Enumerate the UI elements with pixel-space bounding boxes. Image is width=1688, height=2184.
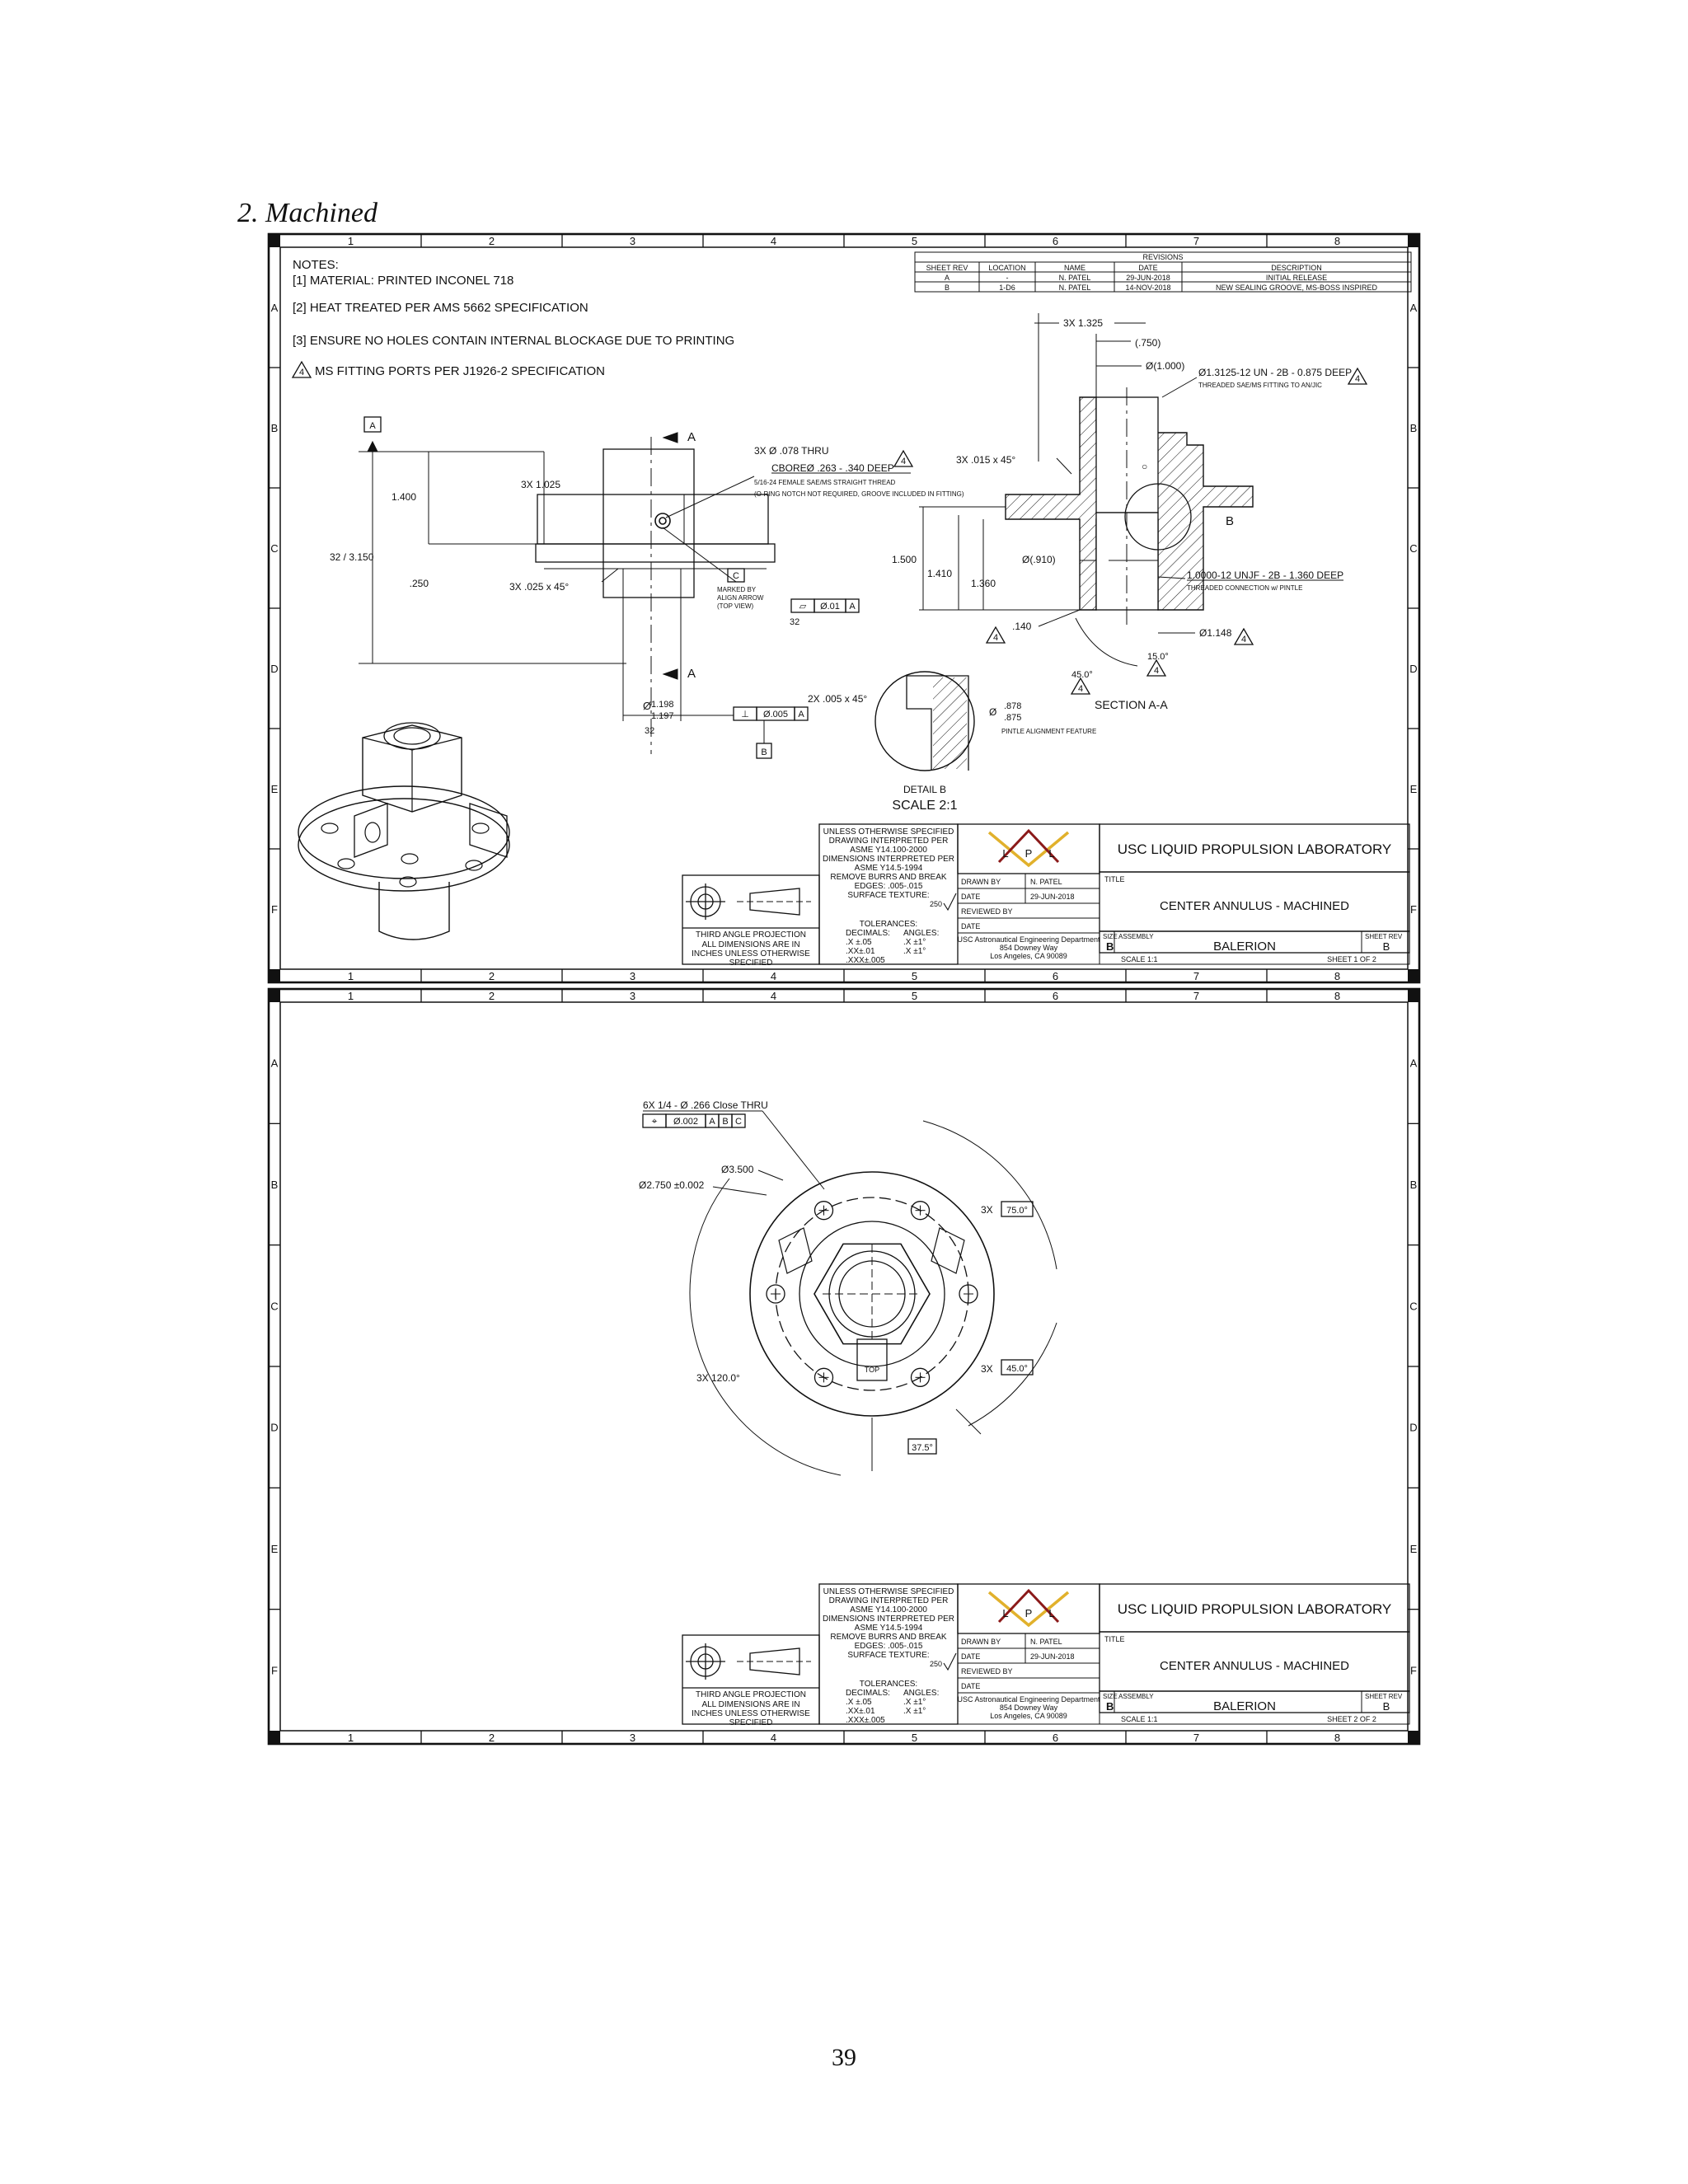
grid-row-label: F bbox=[1410, 1664, 1417, 1677]
grid-col-label: 4 bbox=[770, 970, 777, 982]
grid-row-label: E bbox=[270, 783, 279, 795]
surface-texture-value: 250 bbox=[930, 1660, 943, 1668]
field-label: DATE bbox=[961, 922, 981, 930]
field-label: DRAWN BY bbox=[961, 878, 1001, 886]
dim-140: .140 bbox=[1012, 621, 1032, 632]
revision-cell: - bbox=[1006, 274, 1009, 282]
tol-decimal: .X ±.05 bbox=[846, 938, 872, 947]
title-right-block bbox=[1100, 824, 1409, 964]
note-flag-triangle bbox=[1147, 660, 1165, 676]
note-line: [1] MATERIAL: PRINTED INCONEL 718 bbox=[293, 274, 514, 288]
finish-32: 32 bbox=[645, 726, 655, 736]
detail-b-view bbox=[875, 672, 974, 813]
units-note: INCHES UNLESS OTHERWISE bbox=[692, 1709, 810, 1718]
sheet-number: SHEET 2 OF 2 bbox=[1327, 1715, 1376, 1723]
angle-45-pre: 3X bbox=[981, 1363, 993, 1375]
note-line: [3] ENSURE NO HOLES CONTAIN INTERNAL BLOCKAGE DUE TO PRINTING bbox=[293, 334, 735, 348]
field-label: REVIEWED BY bbox=[961, 907, 1013, 916]
marked-note: (TOP VIEW) bbox=[717, 602, 754, 610]
grid-col-label: 1 bbox=[347, 1732, 354, 1744]
spec-line: UNLESS OTHERWISE SPECIFIED bbox=[823, 827, 954, 837]
grid-row-label: B bbox=[270, 1179, 279, 1191]
tol-angle: .X ±1° bbox=[903, 947, 926, 956]
grid-col-label: 7 bbox=[1193, 235, 1200, 247]
logo-letter: L bbox=[1002, 847, 1009, 860]
units-note: SPECIFIED bbox=[729, 1718, 773, 1727]
angle-15: 15.0° bbox=[1147, 652, 1169, 662]
revision-header: LOCATION bbox=[988, 264, 1026, 272]
perp-ref bbox=[795, 707, 808, 720]
spec-line: ASME Y14.100-2000 bbox=[850, 846, 927, 855]
thread-callout-top: Ø1.3125-12 UN - 2B - 0.875 DEEP bbox=[1198, 367, 1353, 378]
grid-col-label: 6 bbox=[1052, 970, 1059, 982]
grid-row-label: A bbox=[270, 1057, 279, 1070]
top-mark: TOP bbox=[864, 1366, 880, 1374]
cbore-callout: CBOREØ .263 - .340 DEEP bbox=[771, 462, 894, 474]
grid-col-label: 2 bbox=[488, 1732, 495, 1744]
field-value: N. PATEL bbox=[1030, 878, 1062, 886]
lab-name: USC LIQUID PROPULSION LABORATORY bbox=[1117, 841, 1392, 857]
position-symbol-label: ⌖ bbox=[651, 1115, 658, 1127]
dia-symbol: Ø bbox=[643, 700, 652, 712]
isometric-view bbox=[298, 723, 509, 940]
tol-angle: .X ±1° bbox=[903, 938, 926, 947]
grid-row-label: D bbox=[1409, 1421, 1418, 1434]
field-value: 29-JUN-2018 bbox=[1030, 893, 1075, 901]
position-symbol bbox=[643, 1114, 666, 1127]
logo-block bbox=[958, 824, 1100, 874]
angle-75-pre: 3X bbox=[981, 1204, 993, 1216]
grid-col-label: 7 bbox=[1193, 1732, 1200, 1744]
section-title: SECTION A-A bbox=[1095, 698, 1168, 711]
datum-b-box bbox=[757, 743, 771, 758]
assembly-value: BALERION bbox=[1213, 1699, 1276, 1713]
drawing-title: CENTER ANNULUS - MACHINED bbox=[1159, 1659, 1350, 1673]
datum-a-box-label: A bbox=[369, 421, 376, 431]
org-line: USC Astronautical Engineering Department bbox=[957, 935, 1100, 944]
position-ref bbox=[719, 1114, 732, 1127]
sheet-1 bbox=[269, 234, 1419, 982]
tol-decimal: .XX±.01 bbox=[846, 1707, 875, 1716]
angle-45-box-label: 45.0° bbox=[1006, 1364, 1028, 1374]
front-view bbox=[330, 417, 964, 758]
tolerances-label: TOLERANCES: bbox=[859, 1680, 918, 1689]
note-flag-triangle bbox=[1235, 629, 1253, 644]
tol-decimal: DECIMALS: bbox=[846, 1689, 890, 1698]
grid-row-label: A bbox=[1409, 302, 1418, 314]
sheet-rev-label: SHEET REV bbox=[1365, 1693, 1403, 1700]
grid-row-label: D bbox=[270, 663, 279, 675]
grid-col-label: 1 bbox=[347, 990, 354, 1002]
dim-1148: Ø1.148 bbox=[1199, 627, 1232, 639]
spec-block bbox=[819, 1584, 958, 1725]
grid-col-label: 8 bbox=[1334, 235, 1341, 247]
hole-callout: 3X Ø .078 THRU bbox=[754, 445, 829, 457]
section-heading: 2. Machined bbox=[237, 198, 377, 228]
field-label: DATE bbox=[961, 1652, 981, 1661]
pintle-note: PINTLE ALIGNMENT FEATURE bbox=[1001, 728, 1097, 735]
tol-angle: .X ±1° bbox=[903, 1707, 926, 1716]
position-ref-label: B bbox=[722, 1117, 729, 1127]
datum-c-box bbox=[728, 569, 744, 582]
field-value: 29-JUN-2018 bbox=[1030, 1652, 1075, 1661]
spec-line: DRAWING INTERPRETED PER bbox=[828, 837, 949, 846]
grid-col-label: 8 bbox=[1334, 970, 1341, 982]
spec-line: ASME Y14.5-1994 bbox=[854, 864, 923, 873]
dim-1197: 1.197 bbox=[651, 711, 674, 721]
grid-col-label: 8 bbox=[1334, 1732, 1341, 1744]
dim-875: .875 bbox=[1004, 713, 1022, 723]
grid-row-label: E bbox=[1409, 1543, 1418, 1555]
position-ref-label: A bbox=[709, 1117, 715, 1127]
grid-col-label: 2 bbox=[488, 235, 495, 247]
position-ref bbox=[706, 1114, 719, 1127]
perp-symbol-label: ⊥ bbox=[741, 710, 749, 719]
note-flag-number: 4 bbox=[1354, 374, 1361, 384]
grid-col-label: 7 bbox=[1193, 970, 1200, 982]
angle-375-box-label: 37.5° bbox=[912, 1443, 933, 1453]
marked-note: ALIGN ARROW bbox=[717, 594, 764, 602]
org-block bbox=[957, 933, 1100, 964]
tol-angle: .X ±1° bbox=[903, 1698, 926, 1707]
grid-col-label: 4 bbox=[770, 235, 777, 247]
angle-45: 45.0° bbox=[1071, 670, 1093, 680]
grid-row-label: B bbox=[1409, 422, 1418, 434]
grid-row-label: C bbox=[270, 1300, 279, 1313]
grid-col-label: 3 bbox=[629, 990, 636, 1002]
spec-line: DIMENSIONS INTERPRETED PER bbox=[822, 1615, 955, 1624]
note-flag-triangle bbox=[1071, 678, 1090, 694]
dim-910: Ø(.910) bbox=[1022, 554, 1056, 565]
dim-2750: Ø2.750 ±0.002 bbox=[639, 1179, 705, 1191]
perp-ref-label: A bbox=[798, 710, 804, 719]
detail-b-label: B bbox=[1226, 514, 1235, 528]
spec-line: EDGES: .005-.015 bbox=[854, 1642, 923, 1651]
spec-line: SURFACE TEXTURE: bbox=[847, 1651, 930, 1660]
sheet-rev-value: B bbox=[1382, 1700, 1390, 1713]
tolerances-label: TOLERANCES: bbox=[859, 920, 918, 929]
perp-tol-label: Ø.005 bbox=[763, 710, 788, 719]
grid-col-label: 1 bbox=[347, 235, 354, 247]
dim-1025: 3X 1.025 bbox=[520, 479, 560, 490]
spec-block bbox=[819, 824, 958, 965]
section-arrow-a: A bbox=[687, 430, 696, 444]
org-line: 854 Downey Way bbox=[999, 1704, 1058, 1712]
note-flag-number: 4 bbox=[992, 633, 999, 643]
revision-cell: N. PATEL bbox=[1058, 274, 1091, 282]
title-right-block bbox=[1100, 1584, 1409, 1724]
logo-letter: L bbox=[1048, 847, 1055, 860]
dim-chamfer: 3X .025 x 45° bbox=[509, 581, 570, 593]
dim-750: (.750) bbox=[1135, 337, 1161, 349]
flatness-ref bbox=[846, 599, 859, 612]
grid-col-label: 2 bbox=[488, 990, 495, 1002]
dim-1198: 1.198 bbox=[651, 700, 674, 710]
note-flag-triangle bbox=[293, 362, 311, 377]
grid-col-label: 5 bbox=[911, 990, 918, 1002]
detail-scale: SCALE 2:1 bbox=[892, 799, 958, 813]
logo-block bbox=[958, 1584, 1100, 1633]
section-a-a-view bbox=[892, 313, 1367, 735]
sheet-2 bbox=[269, 989, 1419, 1744]
dim-1360: 1.360 bbox=[970, 578, 996, 589]
spec-line: EDGES: .005-.015 bbox=[854, 882, 923, 891]
logo-letter: L bbox=[1002, 1607, 1009, 1619]
spec-line: DRAWING INTERPRETED PER bbox=[828, 1596, 949, 1605]
field-label: DATE bbox=[961, 893, 981, 901]
dim-1400: 1.400 bbox=[391, 491, 416, 503]
grid-col-label: 4 bbox=[770, 990, 777, 1002]
tol-decimal: .XXX±.005 bbox=[846, 956, 885, 965]
grid-row-label: B bbox=[1409, 1179, 1418, 1191]
dim-1410: 1.410 bbox=[926, 568, 952, 579]
grid-row-label: C bbox=[1409, 1300, 1418, 1313]
org-line: Los Angeles, CA 90089 bbox=[990, 952, 1067, 960]
grid-row-label: F bbox=[271, 903, 278, 916]
thread-note: (O-RING NOTCH NOT REQUIRED, GROOVE INCLUDED IN FITTING) bbox=[754, 490, 964, 498]
hole-pattern-callout: 6X 1/4 - Ø .266 Close THRU bbox=[643, 1099, 768, 1111]
revision-cell: B bbox=[944, 284, 950, 292]
drawn-block bbox=[958, 874, 1100, 933]
spec-line: ASME Y14.5-1994 bbox=[854, 1624, 923, 1633]
dim-3150: 32 / 3.150 bbox=[330, 551, 374, 563]
grid-col-label: 8 bbox=[1334, 990, 1341, 1002]
position-tol-label: Ø.002 bbox=[673, 1117, 698, 1127]
tol-decimal: .X ±.05 bbox=[846, 1698, 872, 1707]
position-ref bbox=[732, 1114, 745, 1127]
top-view bbox=[639, 1099, 1057, 1475]
revision-header: NAME bbox=[1063, 264, 1086, 272]
projection-label: THIRD ANGLE PROJECTION bbox=[696, 1690, 806, 1699]
title-label: TITLE bbox=[1104, 1635, 1125, 1643]
dim-3500: Ø3.500 bbox=[721, 1164, 754, 1175]
drawn-block bbox=[958, 1633, 1100, 1693]
spec-line: UNLESS OTHERWISE SPECIFIED bbox=[823, 1587, 954, 1596]
datum-b-box-label: B bbox=[761, 748, 767, 757]
position-tol bbox=[666, 1114, 706, 1127]
grid-row-label: F bbox=[271, 1664, 278, 1677]
revision-cell: INITIAL RELEASE bbox=[1265, 274, 1328, 282]
port-symbol: ○ bbox=[1142, 461, 1148, 472]
projection-label: THIRD ANGLE PROJECTION bbox=[696, 930, 806, 940]
dim-1325: 3X 1.325 bbox=[1063, 317, 1104, 329]
revision-cell: 1-D6 bbox=[999, 284, 1015, 292]
grid-row-label: E bbox=[1409, 783, 1418, 795]
notes-block bbox=[293, 258, 734, 378]
section-arrow-a: A bbox=[687, 667, 696, 681]
size-value: B bbox=[1106, 940, 1114, 953]
tol-angle: ANGLES: bbox=[903, 929, 940, 938]
grid-col-label: 6 bbox=[1052, 990, 1059, 1002]
datum-a-box bbox=[364, 417, 381, 432]
logo-letter: P bbox=[1025, 1607, 1033, 1619]
revision-cell: NEW SEALING GROOVE, MS-BOSS INSPIRED bbox=[1215, 284, 1378, 292]
note-flag-number: 4 bbox=[1077, 684, 1084, 694]
datum-c-box-label: C bbox=[733, 571, 739, 581]
size-value: B bbox=[1106, 1700, 1114, 1713]
surface-texture-value: 250 bbox=[930, 900, 943, 908]
sheet-number: SHEET 1 OF 2 bbox=[1327, 955, 1376, 963]
grid-row-label: D bbox=[270, 1421, 279, 1434]
size-label: SIZE bbox=[1103, 933, 1118, 940]
scale-label: SCALE 1:1 bbox=[1121, 1715, 1158, 1723]
angle-45-box bbox=[1001, 1360, 1033, 1375]
org-line: Los Angeles, CA 90089 bbox=[990, 1712, 1067, 1720]
lab-name: USC LIQUID PROPULSION LABORATORY bbox=[1117, 1601, 1392, 1617]
assembly-value: BALERION bbox=[1213, 940, 1276, 954]
grid-col-label: 6 bbox=[1052, 1732, 1059, 1744]
revision-header: DATE bbox=[1138, 264, 1158, 272]
drawing-title: CENTER ANNULUS - MACHINED bbox=[1159, 899, 1350, 913]
angle-75-box bbox=[1001, 1202, 1033, 1216]
revision-cell: 29-JUN-2018 bbox=[1126, 274, 1170, 282]
spec-line: REMOVE BURRS AND BREAK bbox=[830, 873, 947, 882]
note-flag-number: 4 bbox=[298, 368, 305, 377]
spec-line: ASME Y14.100-2000 bbox=[850, 1605, 927, 1615]
org-block bbox=[957, 1693, 1100, 1724]
field-label: DATE bbox=[961, 1682, 981, 1690]
size-label: SIZE bbox=[1103, 1693, 1118, 1700]
grid-col-label: 6 bbox=[1052, 235, 1059, 247]
logo-letter: P bbox=[1025, 847, 1033, 860]
thread-callout-bot: 1.0000-12 UNJF - 2B - 1.360 DEEP bbox=[1187, 569, 1344, 581]
assembly-label: ASSEMBLY bbox=[1118, 933, 1154, 940]
spec-line: SURFACE TEXTURE: bbox=[847, 891, 930, 900]
grid-row-label: D bbox=[1409, 663, 1418, 675]
projection-block bbox=[682, 875, 819, 968]
units-note: INCHES UNLESS OTHERWISE bbox=[692, 949, 810, 958]
flatness-tol-label: Ø.01 bbox=[820, 602, 840, 612]
note-line: [2] HEAT TREATED PER AMS 5662 SPECIFICATION bbox=[293, 301, 588, 315]
grid-col-label: 7 bbox=[1193, 990, 1200, 1002]
units-note: ALL DIMENSIONS ARE IN bbox=[701, 1700, 800, 1709]
notes-title: NOTES: bbox=[293, 258, 339, 272]
sheet-rev-value: B bbox=[1382, 940, 1390, 953]
grid-row-label: A bbox=[270, 302, 279, 314]
perp-tol bbox=[757, 707, 795, 720]
thread-note: 5/16-24 FEMALE SAE/MS STRAIGHT THREAD bbox=[754, 479, 896, 486]
grid-col-label: 5 bbox=[911, 970, 918, 982]
revisions-table bbox=[915, 252, 1411, 292]
dim-1500: 1.500 bbox=[891, 554, 917, 565]
tol-decimal: DECIMALS: bbox=[846, 929, 890, 938]
dim-chamfer-015: 3X .015 x 45° bbox=[956, 454, 1016, 466]
note-flag-number: 4 bbox=[1240, 635, 1247, 644]
assembly-label: ASSEMBLY bbox=[1118, 1693, 1154, 1700]
revision-header: DESCRIPTION bbox=[1271, 264, 1322, 272]
sheet-rev-label: SHEET REV bbox=[1365, 933, 1403, 940]
field-value: N. PATEL bbox=[1030, 1638, 1062, 1646]
grid-row-label: C bbox=[270, 542, 279, 555]
thread-note-top: THREADED SAE/MS FITTING TO AN/JIC bbox=[1198, 382, 1322, 389]
angle-375-box bbox=[908, 1439, 936, 1454]
flatness-symbol bbox=[791, 599, 814, 612]
grid-col-label: 3 bbox=[629, 970, 636, 982]
marked-note: MARKED BY bbox=[717, 586, 757, 593]
scale-label: SCALE 1:1 bbox=[1121, 955, 1158, 963]
grid-row-label: E bbox=[270, 1543, 279, 1555]
flatness-tol bbox=[814, 599, 846, 612]
org-line: USC Astronautical Engineering Department bbox=[957, 1695, 1100, 1704]
tol-angle: ANGLES: bbox=[903, 1689, 940, 1698]
dia-symbol: Ø bbox=[989, 706, 997, 718]
note-flag-triangle bbox=[894, 451, 912, 466]
tol-decimal: .XXX±.005 bbox=[846, 1716, 885, 1725]
grid-col-label: 3 bbox=[629, 235, 636, 247]
grid-row-label: C bbox=[1409, 542, 1418, 555]
revision-cell: 14-NOV-2018 bbox=[1125, 284, 1171, 292]
revision-cell: A bbox=[944, 274, 950, 282]
spec-line: REMOVE BURRS AND BREAK bbox=[830, 1633, 947, 1642]
units-note: SPECIFIED bbox=[729, 958, 773, 968]
org-line: 854 Downey Way bbox=[999, 944, 1058, 952]
grid-col-label: 3 bbox=[629, 1732, 636, 1744]
grid-col-label: 5 bbox=[911, 235, 918, 247]
grid-row-label: B bbox=[270, 422, 279, 434]
units-note: ALL DIMENSIONS ARE IN bbox=[701, 940, 800, 949]
detail-label: DETAIL B bbox=[903, 784, 947, 795]
logo-letter: L bbox=[1048, 1607, 1055, 1619]
dim-878: .878 bbox=[1004, 701, 1022, 711]
grid-col-label: 4 bbox=[770, 1732, 777, 1744]
note-line: MS FITTING PORTS PER J1926-2 SPECIFICATION bbox=[315, 364, 606, 378]
field-label: DRAWN BY bbox=[961, 1638, 1001, 1646]
page-number: 39 bbox=[832, 2044, 856, 2071]
thread-note-bot: THREADED CONNECTION w/ PINTLE bbox=[1187, 584, 1303, 592]
finish-32: 32 bbox=[790, 617, 800, 627]
revisions-title: REVISIONS bbox=[1142, 253, 1184, 261]
flatness-symbol-label: ▱ bbox=[799, 602, 807, 612]
grid-col-label: 5 bbox=[911, 1732, 918, 1744]
note-flag-number: 4 bbox=[1153, 666, 1160, 676]
angle-120: 3X 120.0° bbox=[696, 1372, 740, 1384]
grid-col-label: 2 bbox=[488, 970, 495, 982]
grid-row-label: F bbox=[1410, 903, 1417, 916]
flatness-ref-label: A bbox=[849, 602, 856, 612]
revision-header: SHEET REV bbox=[926, 264, 968, 272]
projection-block bbox=[682, 1635, 819, 1727]
field-label: REVIEWED BY bbox=[961, 1667, 1013, 1675]
position-ref-label: C bbox=[735, 1117, 742, 1127]
spec-line: DIMENSIONS INTERPRETED PER bbox=[822, 855, 955, 864]
grid-row-label: A bbox=[1409, 1057, 1418, 1070]
tol-decimal: .XX±.01 bbox=[846, 947, 875, 956]
angle-75-box-label: 75.0° bbox=[1006, 1206, 1028, 1216]
revision-cell: N. PATEL bbox=[1058, 284, 1091, 292]
dim-1000: Ø(1.000) bbox=[1146, 360, 1185, 372]
grid-col-label: 1 bbox=[347, 970, 354, 982]
note-flag-number: 4 bbox=[900, 457, 907, 466]
title-label: TITLE bbox=[1104, 875, 1125, 883]
dim-250: .250 bbox=[409, 578, 429, 589]
dim-chamfer2: 2X .005 x 45° bbox=[808, 693, 868, 705]
perp-symbol bbox=[734, 707, 757, 720]
note-flag-triangle bbox=[987, 627, 1005, 643]
